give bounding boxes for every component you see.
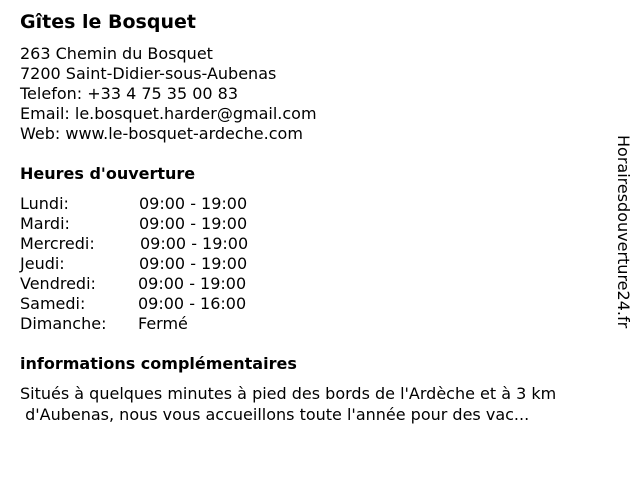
- address-line-2: 7200 Saint-Didier-sous-Aubenas: [20, 64, 277, 83]
- address-line-1: 263 Chemin du Bosquet: [20, 44, 213, 63]
- day-label: Mardi:: [20, 214, 70, 233]
- day-label: Dimanche:: [20, 314, 107, 333]
- business-name: Gîtes le Bosquet: [20, 11, 196, 33]
- day-label: Samedi:: [20, 294, 86, 313]
- time-value: 09:00 - 19:00: [139, 214, 248, 233]
- time-value: Fermé: [138, 314, 188, 333]
- time-value: 09:00 - 16:00: [138, 294, 247, 313]
- site-watermark: Horairesdouverture24.fr: [614, 135, 633, 329]
- description-line-2: d'Aubenas, nous vous accueillons toute l'année pour des vac...: [20, 405, 530, 424]
- web-line[interactable]: Web: www.le-bosquet-ardeche.com: [20, 124, 303, 143]
- time-value: 09:00 - 19:00: [140, 234, 249, 253]
- description: [20, 383, 610, 425]
- time-value: 09:00 - 19:00: [139, 254, 248, 273]
- description-line-1: Situés à quelques minutes à pied des bords de l'Ardèche et à 3 km: [20, 384, 557, 403]
- phone-line[interactable]: Telefon: +33 4 75 35 00 83: [20, 84, 239, 103]
- day-label: Lundi:: [20, 194, 69, 213]
- time-value: 09:00 - 19:00: [139, 194, 248, 213]
- day-label: Vendredi:: [20, 274, 96, 293]
- email-line[interactable]: Email: le.bosquet.harder@gmail.com: [20, 104, 317, 123]
- additional-info-heading: informations complémentaires: [20, 354, 297, 373]
- day-label: Jeudi:: [20, 254, 65, 273]
- time-value: 09:00 - 19:00: [138, 274, 247, 293]
- opening-hours-heading: Heures d'ouverture: [20, 164, 196, 183]
- day-label: Mercredi:: [20, 234, 95, 253]
